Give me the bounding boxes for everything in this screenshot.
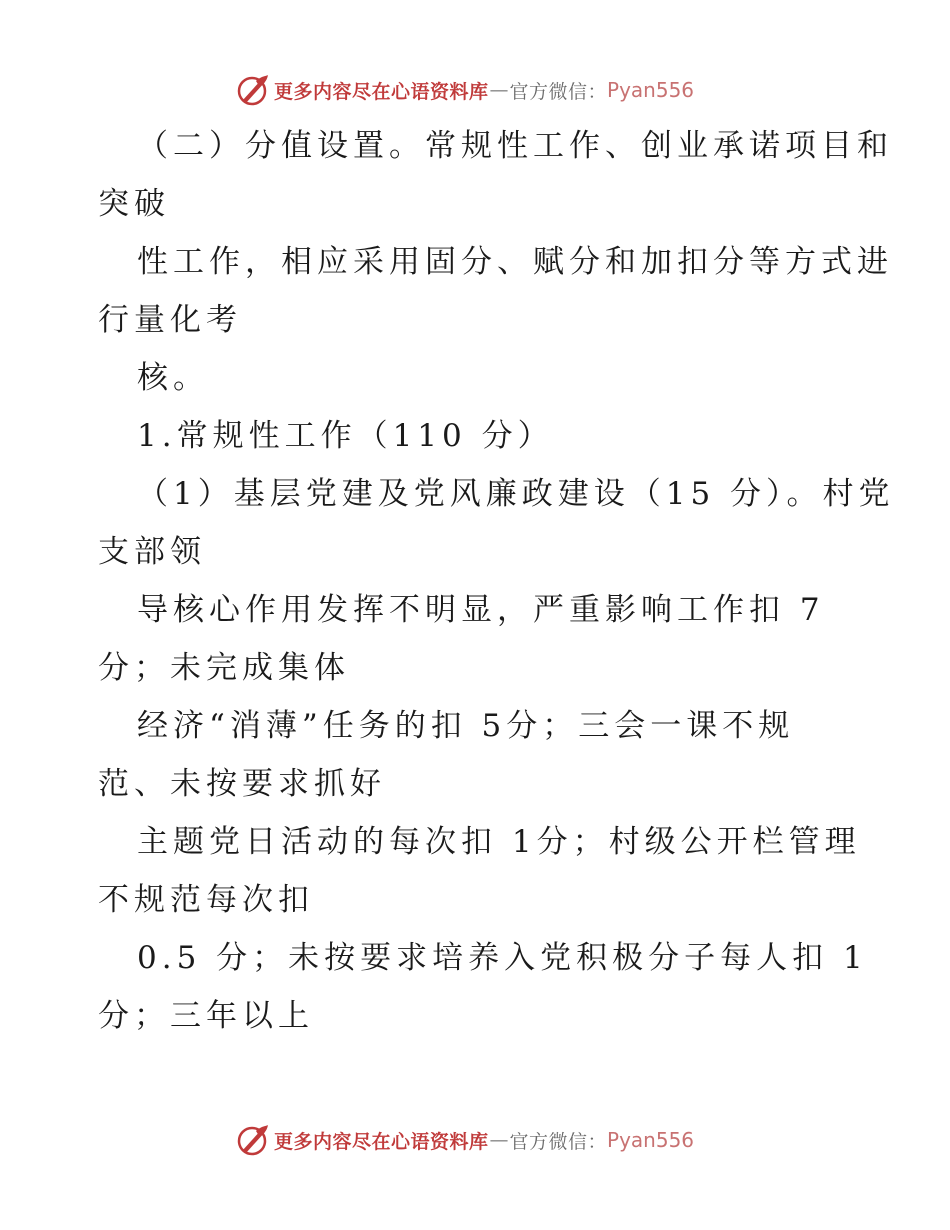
text-line: 分；未完成集体 <box>98 650 350 686</box>
text-line: 突破 <box>98 186 170 222</box>
text-line: 不规范每次扣 <box>98 882 314 918</box>
text-line: （1）基层党建及党风廉政建设（15 分）。村党 <box>137 476 895 512</box>
text-line: （二）分值设置。常规性工作、创业承诺项目和 <box>137 128 893 164</box>
watermark-wechat-id: Pyan556 <box>607 1128 695 1152</box>
watermark-wechat-id: Pyan556 <box>607 78 695 102</box>
watermark-label: 官方微信： <box>509 1130 608 1153</box>
watermark-dash: — <box>489 1129 509 1151</box>
text-line: 导核心作用发挥不明显，严重影响工作扣 7 <box>137 592 825 628</box>
text-line: 0.5 分；未按要求培养入党积极分子每人扣 1 <box>137 940 868 976</box>
text-line: 性工作，相应采用固分、赋分和加扣分等方式进 <box>137 244 893 280</box>
text-line: 范、未按要求抓好 <box>98 766 386 802</box>
footer-watermark <box>236 1123 694 1157</box>
text-line: 分；三年以上 <box>98 998 314 1034</box>
quill-pen-logo-icon <box>236 1123 270 1157</box>
watermark-text: 更多内容尽在心语资料库 <box>274 1130 489 1153</box>
header-watermark <box>236 73 694 107</box>
text-line: 支部领 <box>98 534 206 570</box>
text-line: 主题党日活动的每次扣 1分；村级公开栏管理 <box>137 824 861 860</box>
quill-pen-logo-icon <box>236 73 270 107</box>
watermark-dash: — <box>489 79 509 101</box>
section-heading: 1.常规性工作（110 分） <box>137 418 554 454</box>
watermark-text: 更多内容尽在心语资料库 <box>274 80 489 103</box>
text-line: 行量化考 <box>98 302 242 338</box>
text-line: 核。 <box>137 360 209 396</box>
watermark-label: 官方微信： <box>509 80 608 103</box>
text-line: 经济“消薄”任务的扣 5分；三会一课不规 <box>137 708 795 744</box>
